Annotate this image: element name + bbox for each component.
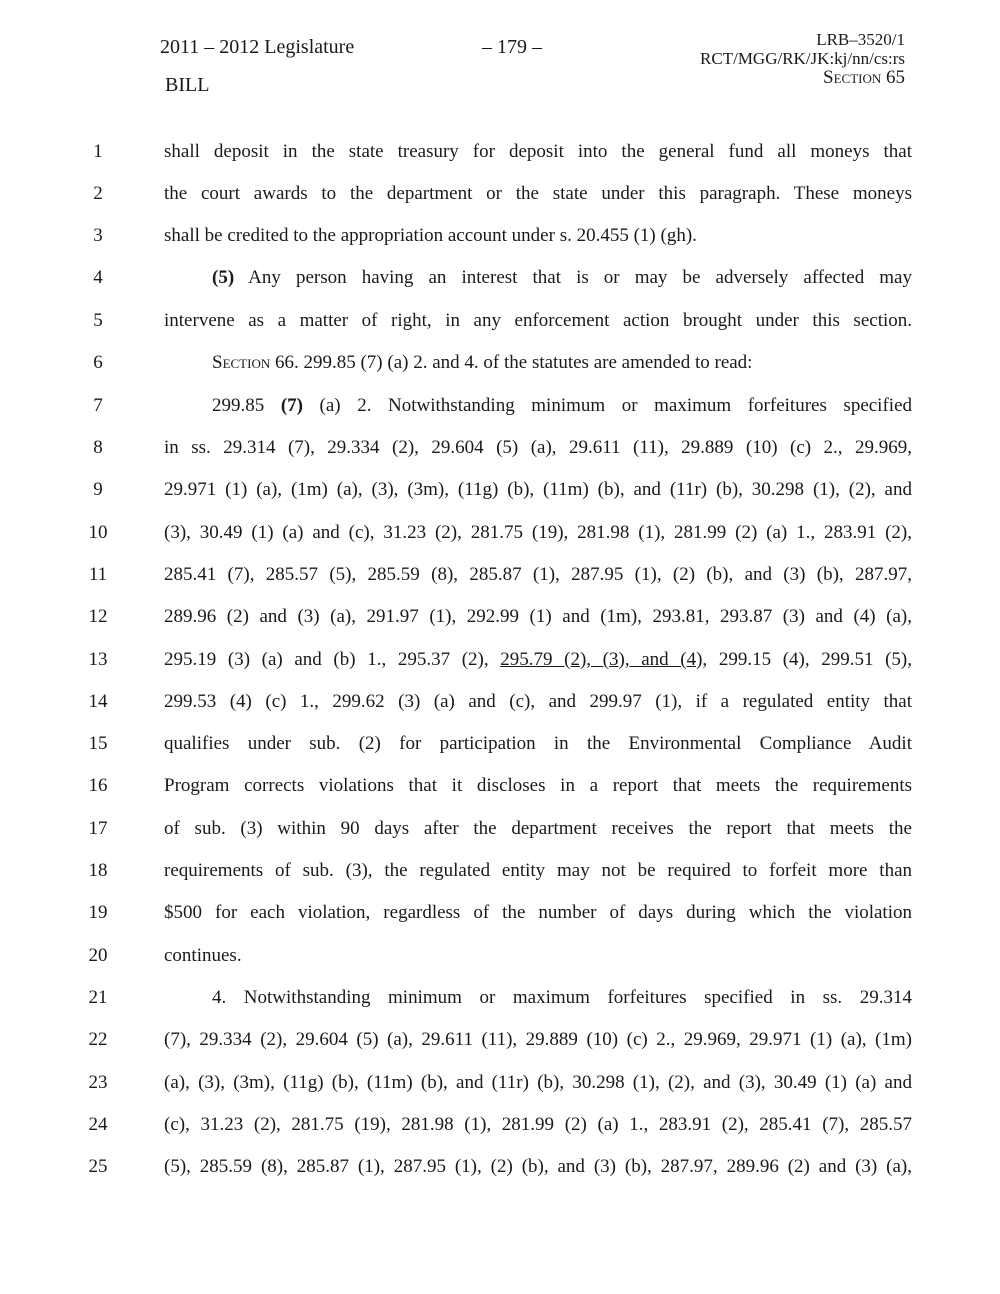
line-text: (c), 31.23 (2), 281.75 (19), 281.98 (1), 281.99 (2) (a) 1., 283.91 (2), 285.41 (7), 285.57 (164, 1114, 912, 1135)
drafter-codes: RCT/MGG/RK/JK:kj/nn/cs:rs (700, 49, 905, 68)
line-number: 7 (93, 395, 103, 416)
line-number: 16 (88, 775, 108, 796)
line-number: 12 (88, 606, 108, 627)
line-text: 289.96 (2) and (3) (a), 291.97 (1), 292.99 (1) and (1m), 293.81, 293.87 (3) and (4) (a), (164, 606, 912, 627)
text-line (0, 860, 1000, 902)
line-text: 299.53 (4) (c) 1., 299.62 (3) (a) and (c), and 299.97 (1), if a regulated entity that (164, 691, 912, 712)
line-text: 285.41 (7), 285.57 (5), 285.59 (8), 285.87 (1), 287.95 (1), (2) (b), and (3) (b), 287.97, (164, 564, 912, 585)
text-line (0, 1156, 1000, 1198)
text-line (0, 775, 1000, 817)
header-right-block (700, 30, 905, 87)
line-number: 8 (93, 437, 103, 458)
line-text: Program corrects violations that it discloses in a report that meets the requirements (164, 775, 912, 796)
line-number: 5 (93, 310, 103, 331)
line-text: of sub. (3) within 90 days after the department receives the report that meets the (164, 818, 912, 839)
text-line (0, 437, 1000, 479)
text-line (0, 818, 1000, 860)
text-line (0, 522, 1000, 564)
text-line (0, 310, 1000, 352)
text-line (0, 649, 1000, 691)
line-number: 18 (88, 860, 108, 881)
text-line (0, 691, 1000, 733)
line-text: intervene as a matter of right, in any enforcement action brought under this section. (164, 310, 912, 331)
text-line (0, 1072, 1000, 1114)
line-text: 295.19 (3) (a) and (b) 1., 295.37 (2), 295.79 (2), (3), and (4), 299.15 (4), 299.51 (5), (164, 649, 913, 670)
line-number: 21 (88, 987, 108, 1008)
line-number: 2 (93, 183, 103, 204)
legislature-label: 2011 – 2012 Legislature (160, 36, 355, 58)
line-text: 4. Notwithstanding minimum or maximum forfeitures specified in ss. 29.314 (212, 987, 912, 1008)
line-text: requirements of sub. (3), the regulated entity may not be required to forfeit more than (164, 860, 912, 881)
text-line (0, 987, 1000, 1029)
line-number: 20 (88, 945, 108, 966)
line-number: 14 (88, 691, 108, 712)
text-line (0, 395, 1000, 437)
line-text: 29.971 (1) (a), (1m) (a), (3), (3m), (11g) (b), (11m) (b), and (11r) (b), 30.298 (1), (2), and (164, 479, 912, 500)
text-line (0, 902, 1000, 944)
line-number: 13 (88, 649, 108, 670)
line-number: 9 (93, 479, 103, 500)
line-text: $500 for each violation, regardless of the number of days during which the violation (164, 902, 912, 923)
line-text: (5), 285.59 (8), 285.87 (1), 287.95 (1), (2) (b), and (3) (b), 287.97, 289.96 (2) and (3) (a), (164, 1156, 912, 1177)
section-heading: Section 66. (212, 352, 299, 373)
text-line (0, 352, 1000, 394)
doc-type-label: BILL (165, 74, 210, 96)
line-number: 6 (93, 352, 103, 373)
text-line (0, 564, 1000, 606)
line-text: shall be credited to the appropriation account under s. 20.455 (1) (gh). (164, 225, 697, 246)
line-number: 1 (93, 141, 103, 162)
section-label: Section 65 (823, 67, 905, 88)
line-number: 24 (88, 1114, 108, 1135)
line-number: 11 (88, 564, 108, 585)
line-number: 3 (93, 225, 103, 246)
line-text: (3), 30.49 (1) (a) and (c), 31.23 (2), 281.75 (19), 281.98 (1), 281.99 (2) (a) 1., 283.91 (2), (164, 522, 912, 543)
lrb-number: LRB–3520/1 (816, 30, 905, 49)
text-line (0, 183, 1000, 225)
line-text: (a), (3), (3m), (11g) (b), (11m) (b), and (11r) (b), 30.298 (1), (2), and (3), 30.49 (1) (a) and (164, 1072, 912, 1093)
line-number: 4 (93, 267, 103, 288)
line-text: (5) Any person having an interest that is or may be adversely affected may (212, 267, 912, 288)
line-text: 299.85 (7) (a) 2. Notwithstanding minimum or maximum forfeitures specified (212, 395, 913, 416)
line-number: 17 (88, 818, 108, 839)
text-line (0, 1029, 1000, 1071)
text-line (0, 606, 1000, 648)
text-line (0, 945, 1000, 987)
line-number: 25 (88, 1156, 108, 1177)
line-text: (7), 29.334 (2), 29.604 (5) (a), 29.611 (11), 29.889 (10) (c) 2., 29.969, 29.971 (1) (a), (1m) (164, 1029, 912, 1050)
line-number: 22 (88, 1029, 108, 1050)
line-text: in ss. 29.314 (7), 29.334 (2), 29.604 (5) (a), 29.611 (11), 29.889 (10) (c) 2., 29.969, (164, 437, 912, 458)
text-line (0, 141, 1000, 183)
line-text: continues. (164, 945, 242, 966)
subsection-number: (5) (212, 267, 235, 288)
text-line (0, 1114, 1000, 1156)
line-number: 15 (88, 733, 108, 754)
page-number: – 179 – (482, 36, 542, 58)
line-text: the court awards to the department or the state under this paragraph. These moneys (164, 183, 912, 204)
text-line (0, 267, 1000, 309)
line-number: 19 (88, 902, 108, 923)
text-line (0, 479, 1000, 521)
line-number: 10 (88, 522, 108, 543)
line-text: qualifies under sub. (2) for participation in the Environmental Compliance Audit (164, 733, 912, 754)
line-text: shall deposit in the state treasury for deposit into the general fund all moneys that (164, 141, 912, 162)
line-text: Section 66. 299.85 (7) (a) 2. and 4. of the statutes are amended to read: (212, 352, 753, 373)
text-line (0, 733, 1000, 775)
text-line (0, 225, 1000, 267)
line-number: 23 (88, 1072, 108, 1093)
inserted-text: 295.79 (2), (3), and (4), (500, 649, 708, 670)
